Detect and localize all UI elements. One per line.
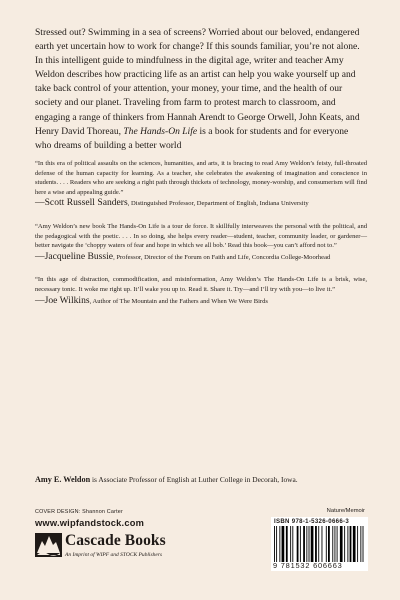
barcode-bar bbox=[326, 526, 327, 562]
barcode-bar bbox=[306, 526, 307, 562]
barcode-bar bbox=[286, 526, 288, 562]
description-text-end: is a book for students and for everyone who dreams of building a better world bbox=[35, 125, 349, 151]
endorsement-quote: “In this age of distraction, commodification, and misinformation, Amy Weldon’s The Hands-On Life is a brisk, wise, necessary tonic. It woke me right up. It’ll wake you up to. Read it. Share it. Try—and I’ll try with you—to live it.” bbox=[35, 276, 367, 293]
description-book-title: The Hands-On Life bbox=[123, 125, 198, 137]
barcode-bar bbox=[300, 526, 301, 562]
description-text: Stressed out? Swimming in a sea of screens? Worried about our beloved, endangered earth yet uncertain how to work for change? If this sounds familiar, you’re not alone. In this intelligent guide to mindfulness in the digital age, writer and teacher Amy Weldon describes how practicing life as an artist can help you wake yourself up and take back control of your attention, your money, your time, and the health of our society and our planet. Traveling from farm to protest march to classroom, and engaging a range of thinkers from Hannah Arendt to George Orwell, John Keats, and Henry David Thoreau, bbox=[35, 27, 360, 137]
barcode-bar bbox=[309, 526, 310, 562]
barcode-bar bbox=[274, 526, 275, 562]
genre-label: Nature/Memoir bbox=[326, 508, 365, 514]
barcode-bar bbox=[334, 526, 335, 562]
barcode-bar bbox=[347, 526, 348, 562]
endorsement-attribution bbox=[35, 296, 367, 307]
cover-design-credit: COVER DESIGN: Shannon Carter bbox=[35, 509, 123, 515]
publisher-logo-icon bbox=[35, 533, 62, 557]
endorser-dash: — bbox=[35, 250, 45, 262]
endorser-name: Jacqueline Bussie bbox=[44, 250, 114, 262]
endorsement-attribution bbox=[35, 252, 367, 263]
publisher-logo bbox=[35, 532, 215, 566]
barcode-bar bbox=[332, 526, 333, 562]
barcode-bar bbox=[290, 526, 291, 562]
endorsement-attribution bbox=[35, 198, 367, 209]
endorser-dash: — bbox=[35, 294, 45, 306]
endorsement-quote: “In this era of political assaults on the sciences, humanities, and arts, it is bracing to read Amy Weldon’s feisty, full-throated defense of the human capacity for learning. As a teacher, she celebrates the awakening of imagination and conscience in students. . . . Readers who are seeking a right path through thickets of technology, money-worship, and consumerism will find here a wise and appealing guide.” bbox=[35, 160, 367, 196]
barcode-bar bbox=[311, 526, 314, 562]
barcode-bar bbox=[337, 526, 338, 562]
publisher-name: Cascade Books bbox=[65, 532, 166, 549]
barcode-bar bbox=[340, 526, 343, 562]
isbn-barcode bbox=[271, 517, 368, 571]
publisher-imprint: An Imprint of WIPF and STOCK Publishers bbox=[65, 552, 163, 558]
barcode-bar bbox=[303, 526, 305, 562]
barcode-bar bbox=[322, 526, 323, 562]
barcode-bar bbox=[282, 526, 285, 562]
barcode-bar bbox=[357, 526, 358, 562]
endorser-name: Joe Wilkins bbox=[44, 294, 90, 306]
endorsement bbox=[35, 222, 367, 262]
barcode-bar bbox=[292, 526, 293, 562]
barcode-bar bbox=[279, 526, 280, 562]
endorsement-quote: “Amy Weldon’s new book The Hands-On Life is a tour de force. It skillfully interweaves the personal with the political, and the pedagogical with the poetic. . . . In so doing, she helps every reader—student, teacher, community leader, or gardener—better navigate the ‘choppy waters of fear and hope in which we all bob.’ Read this book—you can’t afford not to.” bbox=[35, 222, 367, 250]
barcode-bar bbox=[350, 526, 352, 562]
barcode-bar bbox=[353, 526, 356, 562]
endorsement bbox=[35, 159, 367, 209]
endorser-name: Scott Russell Sanders bbox=[44, 197, 128, 209]
endorser-title: , Distinguished Professor, Department of English, Indiana University bbox=[127, 200, 309, 208]
author-bio bbox=[35, 475, 367, 484]
endorser-title: , Author of The Mountain and the Fathers and When We Were Birds bbox=[89, 297, 268, 305]
barcode-bar bbox=[363, 526, 364, 562]
barcode-bar bbox=[276, 526, 277, 562]
endorser-dash: — bbox=[35, 197, 45, 209]
barcode-bar bbox=[328, 526, 330, 562]
publisher-url: www.wipfandstock.com bbox=[35, 518, 145, 528]
barcode-bar bbox=[315, 526, 317, 562]
endorsements bbox=[35, 159, 367, 319]
barcode-bar bbox=[318, 526, 319, 562]
endorsement bbox=[35, 275, 367, 306]
author-name: Amy E. Weldon bbox=[35, 475, 91, 484]
book-description bbox=[35, 26, 366, 153]
barcode-digits: 9 781532 606663 bbox=[273, 561, 343, 570]
barcode-bar bbox=[360, 526, 361, 562]
isbn-label: ISBN 978-1-5326-0666-3 bbox=[274, 518, 350, 525]
endorser-title: , Professor, Director of the Forum on Faith and Life, Concordia College-Moorhead bbox=[113, 253, 331, 261]
barcode-bar bbox=[297, 526, 299, 562]
author-bio-text: is Associate Professor of English at Luther College in Decorah, Iowa. bbox=[90, 475, 298, 484]
barcode-icon bbox=[274, 526, 365, 562]
barcode-bar bbox=[344, 526, 345, 562]
